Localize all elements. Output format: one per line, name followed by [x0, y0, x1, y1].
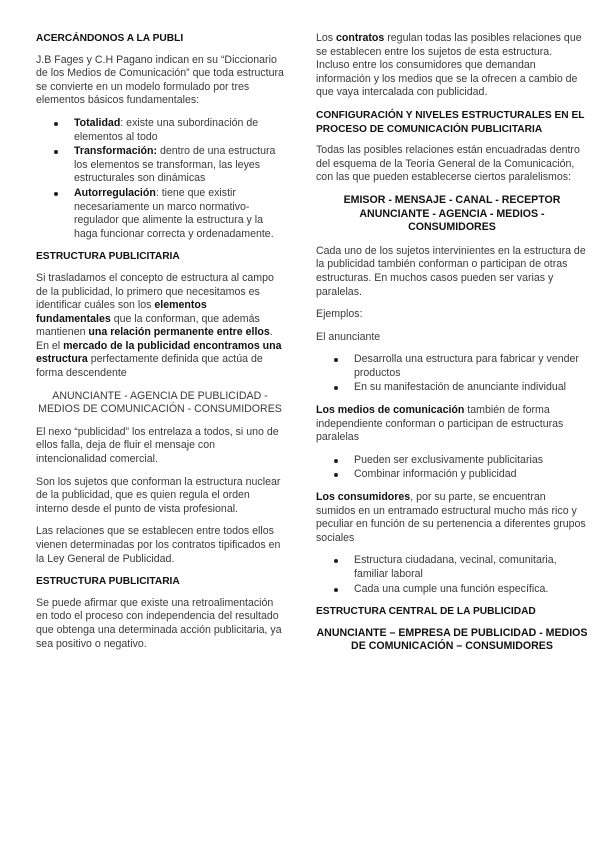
section-heading-estructura-central: ESTRUCTURA CENTRAL DE LA PUBLICIDAD [316, 606, 536, 618]
list-item: Pueden ser exclusivamente publicitarias [354, 454, 588, 468]
list-item: Combinar información y publicidad [354, 468, 588, 482]
list-item-transformacion: Transformación: dentro de una estructura los elementos se transforman, las leyes estructurales son dinámicas [74, 145, 284, 186]
elements-list [36, 117, 284, 241]
left-column [36, 32, 284, 660]
paragraph-ejemplos: Ejemplos: [316, 308, 363, 321]
paragraph-relaciones: Las relaciones que se establecen entre todos ellos vienen determinadas por los contratos tipificados en la Ley General de Publicidad. [36, 525, 281, 565]
paragraph-contratos: Los contratos regulan todas las posibles relaciones que se establecen entre los sujetos de esta estructura. Incluso entre los consumidores que demandan información y los medios que se la ofrecen a cambio de que vaya intercalada con publicidad. [316, 32, 582, 99]
consumidores-list [316, 554, 588, 596]
paragraph-teoria-general: Todas las posibles relaciones están encuadradas dentro del esquema de la Teoría General de la Comunicación, con las que pueden establecerse ciertos paralelismos: [316, 144, 580, 184]
structure-chain-centered: ANUNCIANTE - AGENCIA DE PUBLICIDAD - MEDIOS DE COMUNICACIÓN - CONSUMIDORES [38, 389, 282, 416]
paragraph-retroalimentacion: Se puede afirmar que existe una retroalimentación en todo el proceso con independencia del resultado que obtenga una determinada acción publicitaria, ya sea positivo o negativo. [36, 596, 282, 650]
communication-chain-centered: EMISOR - MENSAJE - CANAL - RECEPTOR ANUNCIANTE - AGENCIA - MEDIOS - CONSUMIDORES [343, 193, 561, 234]
paragraph-anunciante: El anunciante [316, 330, 381, 343]
paragraph-consumidores: Los consumidores, por su parte, se encuentran sumidos en un entramado estructural mucho más rico y peculiar en función de su pertenencia a diferentes grupos sociales [316, 491, 586, 544]
paragraph-nexo-publicidad: El nexo “publicidad” los entrelaza a todos, si uno de ellos falla, deja de fluir el mensaje con intencionalidad comercial. [36, 425, 279, 466]
right-column [316, 32, 588, 664]
paragraph-sujetos: Son los sujetos que conforman la estructura nuclear de la publicidad, que es quien regula el orden interno desde el punto de vista profesional. [36, 475, 281, 515]
paragraph-fages-pagano: J.B Fages y C.H Pagano indican en su “Diccionario de los Medios de Comunicación” que toda estructura se convierte en un modelo formulado por tres elementos básicos fundamentales: [36, 53, 284, 107]
list-item: Desarrolla una estructura para fabricar y vender productos [354, 353, 588, 380]
section-heading-estructura-publicitaria: ESTRUCTURA PUBLICITARIA [36, 251, 180, 263]
paragraph-sujetos-intervinientes: Cada uno de los sujetos intervinientes en la estructura de la publicidad también conforman o participan de otras estructuras. En muchos casos pueden ser varias y paralelas. [316, 244, 586, 298]
list-item: Estructura ciudadana, vecinal, comunitaria, familiar laboral [354, 554, 588, 581]
central-chain-centered: ANUNCIANTE – EMPRESA DE PUBLICIDAD - MEDIOS DE COMUNICACIÓN – CONSUMIDORES [316, 626, 588, 653]
paragraph-campo-publicidad: Si trasladamos el concepto de estructura al campo de la publicidad, lo primero que necesitamos es identificar cuáles son los elementos fundamentales que la conforman, que además mantienen una relación permanente entre ellos. En el mercado de la publicidad encontramos una estructura perfectamente definida que actúa de forma descendente [36, 271, 282, 380]
section-heading-configuracion: CONFIGURACIÓN Y NIVELES ESTRUCTURALES EN EL PROCESO DE COMUNICACIÓN PUBLICITARIA [316, 109, 585, 135]
list-item-autorregulacion: Autorregulación: tiene que existir necesariamente un marco normativo-regulador que alimente la estructura y la haga funcionar correcta y ordenadamente. [74, 187, 284, 241]
section-heading-acercandonos: ACERCÁNDONOS A LA PUBLI [36, 33, 184, 44]
medios-list [316, 454, 588, 482]
list-item: Cada una cumple una función específica. [354, 583, 588, 597]
list-item-totalidad: Totalidad: existe una subordinación de elementos al todo [74, 117, 284, 144]
list-item: En su manifestación de anunciante individual [354, 381, 588, 395]
section-heading-estructura-publicitaria-2: ESTRUCTURA PUBLICITARIA [36, 576, 180, 588]
paragraph-medios: Los medios de comunicación también de forma independiente conforman o participan de estructuras paralelas [316, 404, 564, 444]
anunciante-list [316, 353, 588, 395]
